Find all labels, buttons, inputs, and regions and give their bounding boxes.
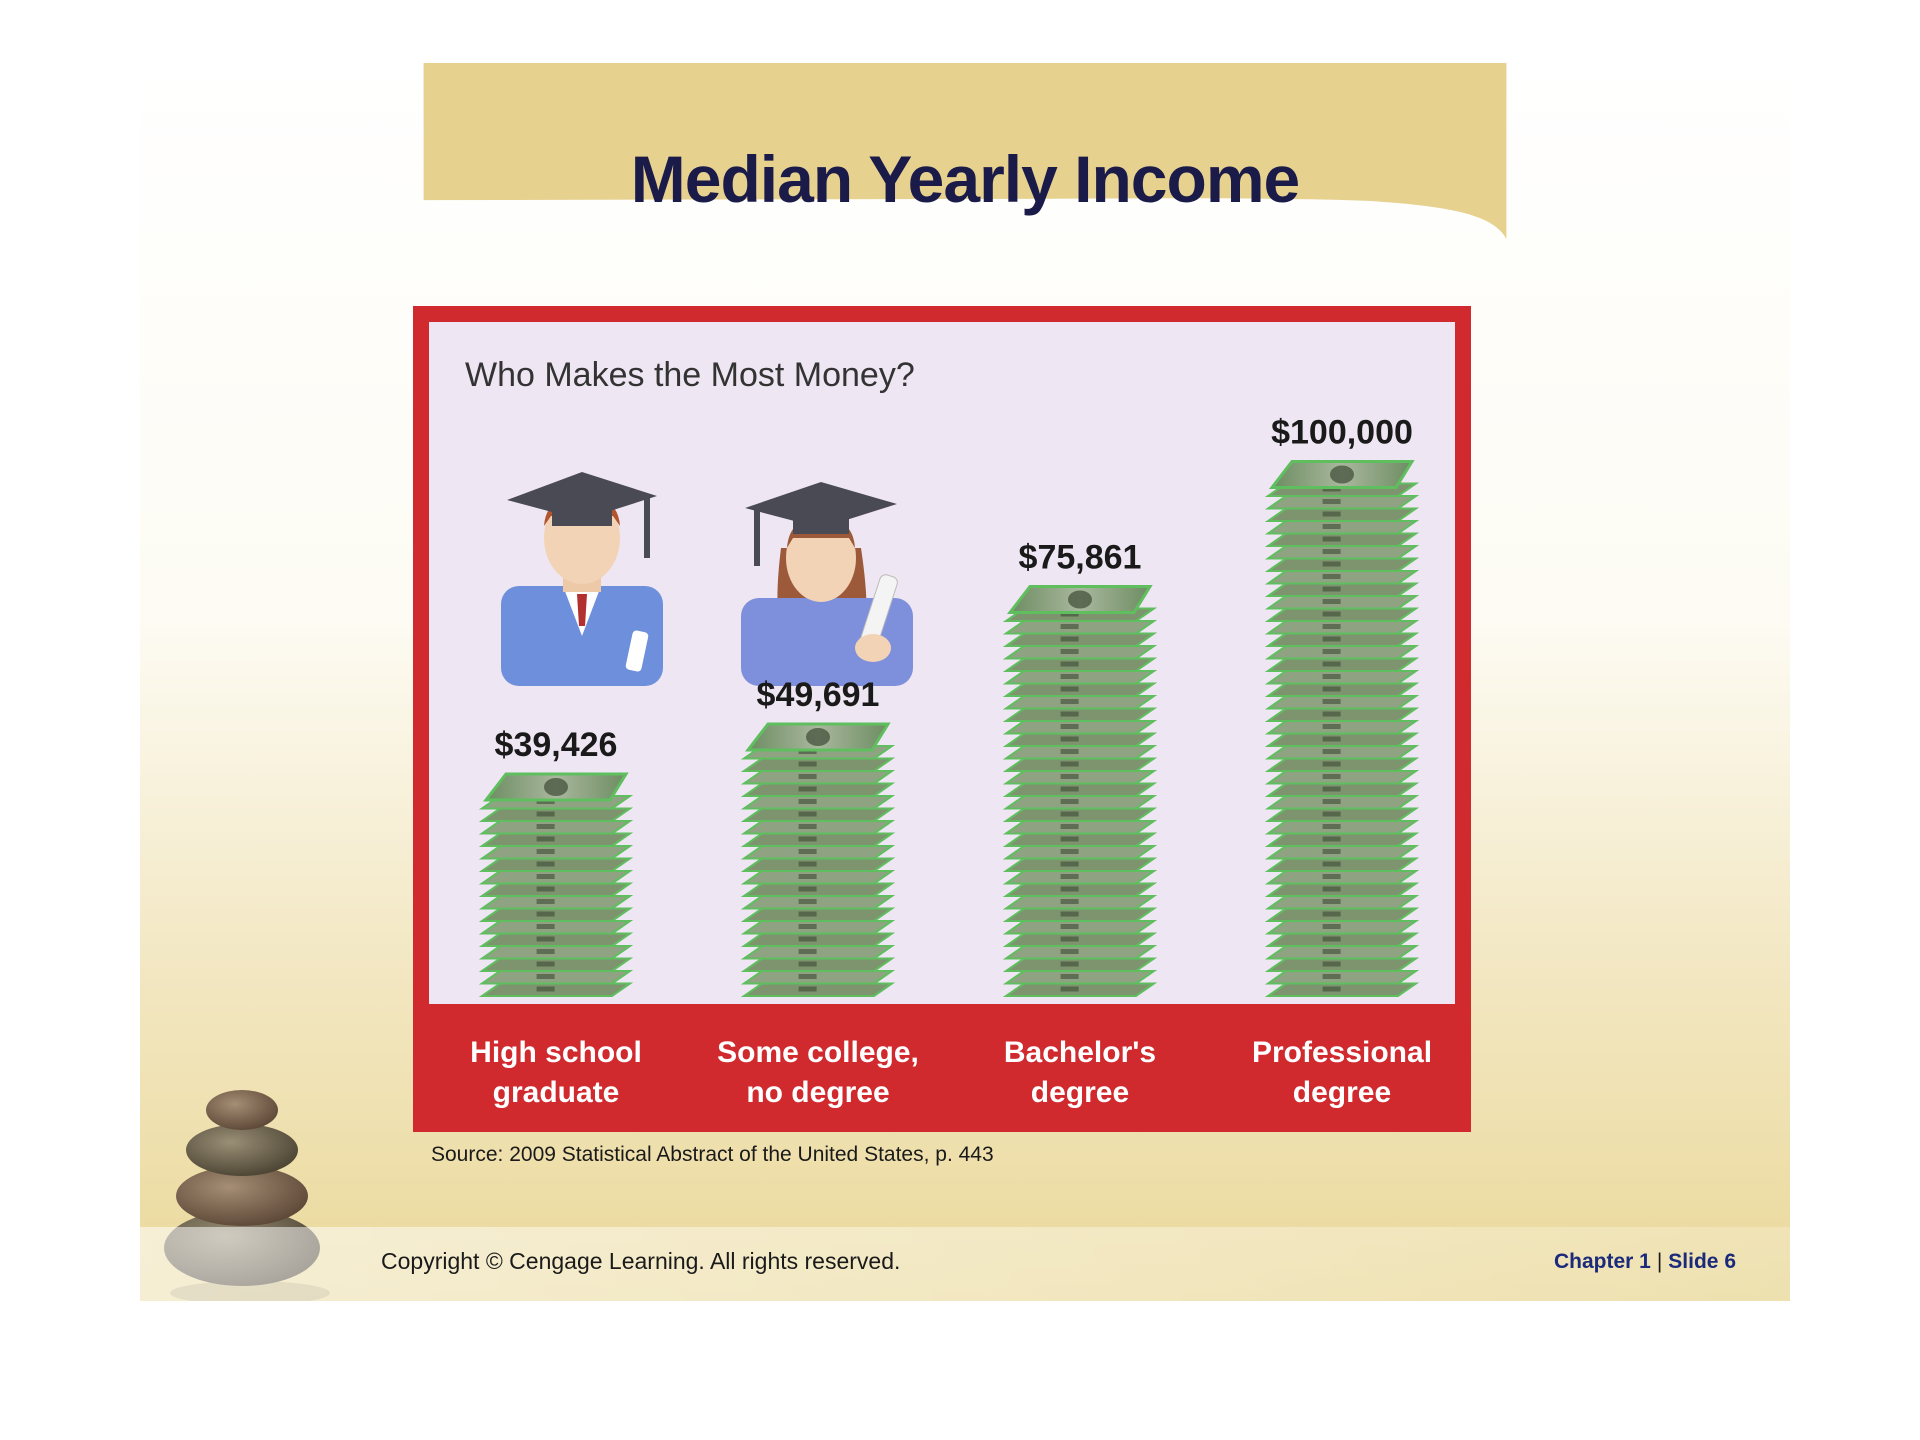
chart-frame bbox=[413, 306, 1471, 1132]
separator: | bbox=[1656, 1250, 1663, 1273]
category-label-3-0: Professional bbox=[1251, 1036, 1433, 1069]
value-label-1: $49,691 bbox=[756, 676, 880, 714]
category-label-0-0: High school bbox=[470, 1036, 642, 1069]
chapter-label: Chapter 1 bbox=[1553, 1250, 1651, 1273]
slide-title: Median Yearly Income bbox=[630, 142, 1300, 216]
bar-0 bbox=[482, 774, 630, 996]
category-label-1-0: Some college, bbox=[717, 1036, 919, 1069]
category-labels bbox=[470, 1036, 1432, 1109]
slide-number: Slide 6 bbox=[1668, 1250, 1736, 1273]
value-label-0: $39,426 bbox=[494, 726, 618, 764]
source-note: Source: 2009 Statistical Abstract of the United States, p. 443 bbox=[431, 1143, 994, 1166]
category-label-0-1: graduate bbox=[492, 1076, 620, 1109]
bar-3 bbox=[1268, 462, 1416, 997]
category-label-2-1: degree bbox=[1030, 1076, 1130, 1109]
value-label-2: $75,861 bbox=[1018, 538, 1142, 577]
category-label-1-1: no degree bbox=[746, 1076, 890, 1109]
footer bbox=[140, 1227, 1790, 1301]
slide-reference bbox=[1554, 1250, 1736, 1274]
value-label-3: $100,000 bbox=[1271, 413, 1413, 452]
chart bbox=[413, 306, 1471, 1132]
bar-2 bbox=[1006, 587, 1154, 997]
copyright-text: Copyright © Cengage Learning. All rights reserved. bbox=[381, 1248, 901, 1274]
chart-title: Who Makes the Most Money? bbox=[465, 356, 915, 394]
category-label-3-1: degree bbox=[1292, 1076, 1392, 1109]
category-label-2-0: Bachelor's bbox=[1003, 1036, 1157, 1069]
slide bbox=[140, 63, 1790, 1301]
bar-1 bbox=[744, 724, 892, 996]
